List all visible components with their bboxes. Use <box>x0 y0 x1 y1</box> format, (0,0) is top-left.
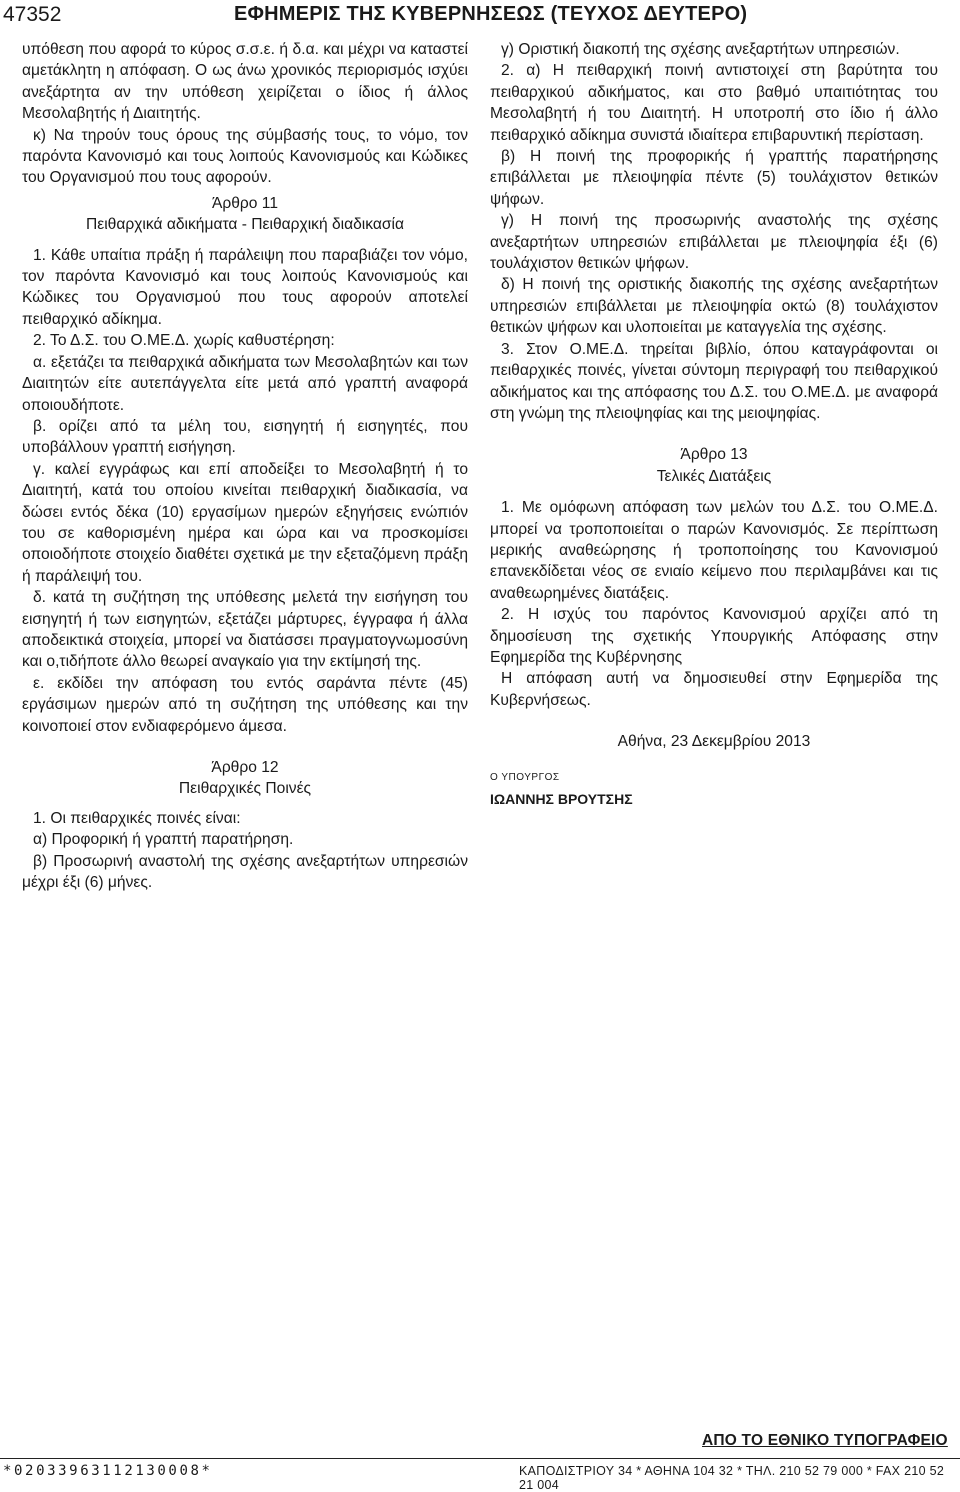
article-13-title: Άρθρο 13 <box>680 446 748 464</box>
paragraph: β. ορίζει από τα μέλη του, εισηγητή ή εισηγητές, που υποβάλλουν γραπτή εισήγηση. <box>22 417 468 457</box>
paragraph: 1. Με ομόφωνη απόφαση των μελών του Δ.Σ. του Ο.ΜΕ.Δ. μπορεί να τροποποιείται ο παρών Κανονισμός. Σε περίπτωση μερικής αναθεώρησης ή τροποποίησης του Κανονισμού επανεκδίδεται νέος σε ενιαίο κείμενο που περιλαμβάνει και τις αναθεωρημένες διατάξεις. <box>490 499 938 602</box>
article-11-subtitle: Πειθαρχικά αδικήματα - Πειθαρχική διαδικασία <box>86 216 404 234</box>
minister-label: Ο ΥΠΟΥΡΓΟΣ <box>490 771 560 783</box>
paragraph: α. εξετάζει τα πειθαρχικά αδικήματα των Μεσολαβητών και των Διαιτητών είτε αυτεπάγγελτα είτε μετά από γραπτή αναφορά οποιουδήποτε. <box>22 353 468 414</box>
article-13-subtitle: Τελικές Διατάξεις <box>656 467 772 485</box>
minister-name: ΙΩΑΝΝΗΣ ΒΡΟΥΤΣΗΣ <box>490 790 633 807</box>
article-11-title: Άρθρο 11 <box>211 194 278 212</box>
paragraph: β) Η ποινή της προφορικής ή γραπτής παρατήρησης επιβάλλεται με πλειοψηφία πέντε (5) τουλάχιστον θετικών ψήφων. <box>490 148 938 208</box>
paragraph: β) Προσωρινή αναστολή της σχέσης ανεξαρτήτων υπηρεσιών μέχρι έξι (6) μήνες. <box>22 852 468 892</box>
paragraph: κ) Να τηρούν τους όρους της σύμβασής τους, το νόμο, τον παρόντα Κανονισμό και τους λοιπούς Κανονισμούς και Κώδικες του Οργανισμού που τους αφορούν. <box>22 126 468 187</box>
paragraph: α) Προφορική ή γραπτή παρατήρηση. <box>33 831 294 849</box>
paragraph: 3. Στον Ο.ΜΕ.Δ. τηρείται βιβλίο, όπου καταγράφονται οι πειθαρχικές ποινές, γίνεται σύντομη περιγραφή του πειθαρχικού αδικήματος και της απόφασης του Δ.Σ. του Ο.ΜΕ.Δ. με αναφορά στη γνώμη της πλειοψηφίας και της μειοψηφίας. <box>490 340 938 422</box>
article-12-subtitle: Πειθαρχικές Ποινές <box>178 780 312 798</box>
page-header <box>0 0 960 34</box>
publisher-label: ΑΠΟ ΤΟ ΕΘΝΙΚΟ ΤΥΠΟΓΡΑΦΕΙΟ <box>702 1432 948 1449</box>
paragraph: 2. Το Δ.Σ. του Ο.ΜΕ.Δ. χωρίς καθυστέρηση: <box>33 332 335 350</box>
gazette-title: ΕΦΗΜΕΡΙΣ ΤΗΣ ΚΥΒΕΡΝΗΣΕΩΣ (ΤΕΥΧΟΣ ΔΕΥΤΕΡΟ) <box>234 3 748 25</box>
paragraph: δ. κατά τη συζήτηση της υπόθεσης μελετά την εισήγηση του εισηγητή ή των εισηγητών, εξετάζει μάρτυρες, έγγραφα ή άλλα αποδεικτικά στοιχεία, μπορεί να διατάσσει πραγματογνωμοσύνη και ο,τιδήποτε άλλο θεωρεί αναγκαίο για την εκτίμησή της. <box>22 589 468 671</box>
paragraph: δ) Η ποινή της οριστικής διακοπής της σχέσης ανεξαρτήτων υπηρεσιών επιβάλλεται με πλειοψηφία οκτώ (8) τουλάχιστον θετικών ψήφων και υλοποιείται με καταγγελία της σχέσης. <box>490 276 938 337</box>
paragraph: γ. καλεί εγγράφως και επί αποδείξει το Μεσολαβητή ή το Διαιτητή, κατά του οποίου κινείται πειθαρχική διαδικασία, να δώσει εντός δέκα (10) εργασίμων ημερών εξηγήσεις ενώπιόν του σε καθορισμένη ημέρα και ώρα και να προσκομίσει οποιοδήποτε στοιχείο διαθέτει σχετικά με την εξεταζόμενη πράξη ή παράλειψή του. <box>22 460 468 585</box>
article-12-title: Άρθρο 12 <box>211 759 279 776</box>
paragraph: γ) Η ποινή της προσωρινής αναστολής της σχέσης ανεξαρτήτων υπηρεσιών επιβάλλεται με πλειοψηφία έξι (6) τουλάχιστον θετικών ψήφων. <box>490 212 938 273</box>
page-number: 47352 <box>3 3 62 26</box>
publisher-address: ΚΑΠΟΔΙΣΤΡΙΟΥ 34 * ΑΘΗΝΑ 104 32 * ΤΗΛ. 210 52 79 000 * FAX 210 52 21 004 <box>519 1464 945 1492</box>
right-column <box>490 39 938 810</box>
barcode-number: *02033963112130008* <box>3 1463 213 1479</box>
left-column <box>22 39 468 893</box>
footer-divider <box>0 1458 960 1459</box>
paragraph: Η απόφαση αυτή να δημοσιευθεί στην Εφημερίδα της Κυβερνήσεως. <box>490 670 938 709</box>
place-date: Αθήνα, 23 Δεκεμβρίου 2013 <box>617 733 811 751</box>
paragraph: γ) Οριστική διακοπή της σχέσης ανεξαρτήτων υπηρεσιών. <box>501 41 900 58</box>
paragraph: ε. εκδίδει την απόφαση του εντός σαράντα πέντε (45) εργάσιμων ημερών από τη συζήτηση της υπόθεσης και την κοινοποιεί στον ενδιαφερόμενο άμεσα. <box>22 674 468 735</box>
paragraph: 2. α) Η πειθαρχική ποινή αντιστοιχεί στη βαρύτητα του πειθαρχικού αδικήματος, και στο βαθμό υπαιτιότητας του Μεσολαβητή ή του Διαιτητή. Η υποτροπή στο ίδιο ή άλλο πειθαρχικό αδίκημα συνιστά ιδιαίτερα επιβαρυντική περίσταση. <box>490 62 938 144</box>
paragraph: 1. Οι πειθαρχικές ποινές είναι: <box>33 809 241 827</box>
paragraph: υπόθεση που αφορά το κύρος σ.σ.ε. ή δ.α. και μέχρι να καταστεί αμετάκλητη η απόφαση. Ο ως άνω χρονικός περιορισμός ισχύει ανεξάρτητα αν την υπόθεση χειρίζεται ο ίδιος ή άλλος Μεσολαβητής ή Διαιτητής. <box>22 41 468 123</box>
paragraph: 1. Κάθε υπαίτια πράξη ή παράλειψη που παραβιάζει τον νόμο, τον παρόντα Κανονισμό και τους λοιπούς Κανονισμούς και Κώδικες του Οργανισμού που τους αφορούν αποτελεί πειθαρχικό αδίκημα. <box>22 246 468 328</box>
paragraph: 2. Η ισχύς του παρόντος Κανονισμού αρχίζει από τη δημοσίευση της σχετικής Υπουργικής Απόφασης στην Εφημερίδα της Κυβέρνησης <box>490 606 938 666</box>
